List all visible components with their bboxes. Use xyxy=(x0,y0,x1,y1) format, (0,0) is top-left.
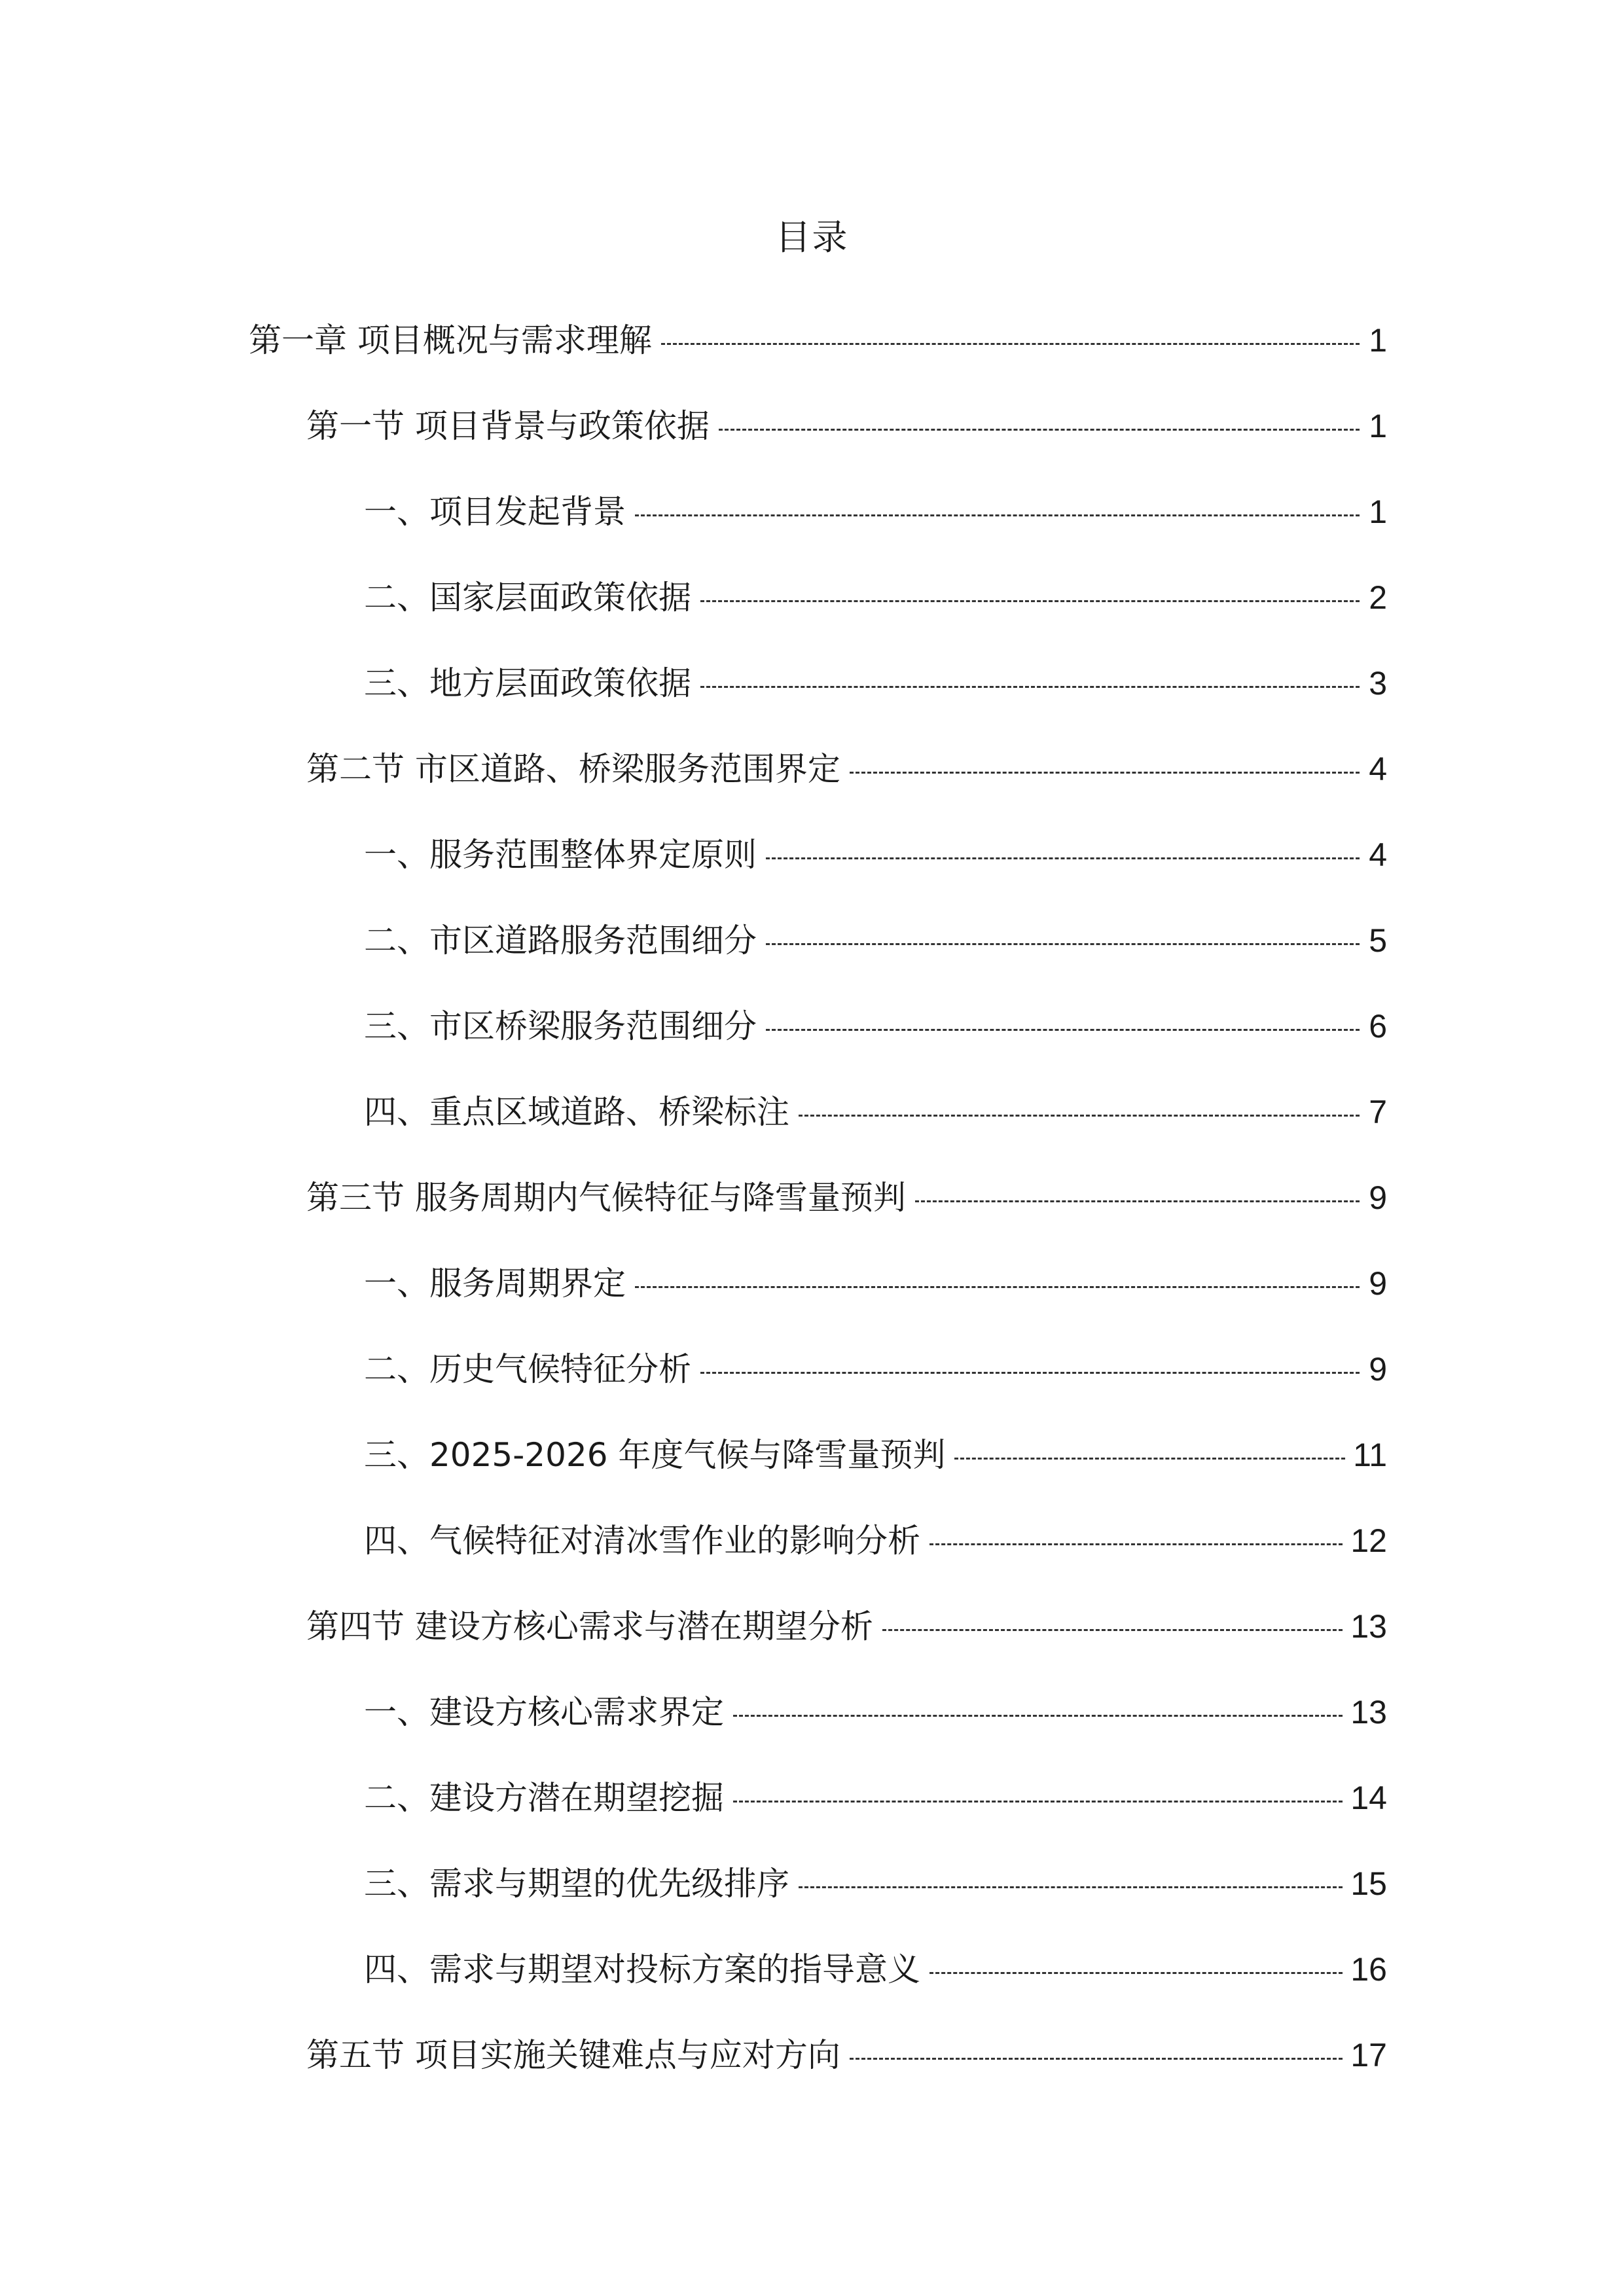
toc-page-number: 17 xyxy=(1350,2036,1387,2073)
toc-entry[interactable] xyxy=(0,1755,1624,1840)
toc-entry-text: 三、地方层面政策依据 xyxy=(364,664,691,702)
toc-entry[interactable] xyxy=(0,1926,1624,2012)
toc-entry[interactable] xyxy=(0,1069,1624,1155)
toc-entry-text: 第一章 项目概况与需求理解 xyxy=(249,321,652,359)
toc-entry-text: 二、建设方潜在期望挖掘 xyxy=(364,1778,724,1817)
toc-entry-text: 二、市区道路服务范围细分 xyxy=(364,921,757,960)
dot-leader xyxy=(733,1801,1343,1803)
toc-entry-text: 第二节 市区道路、桥梁服务范围界定 xyxy=(306,749,840,788)
dot-leader xyxy=(766,857,1360,859)
dot-leader xyxy=(766,1029,1360,1031)
toc-list xyxy=(0,297,1624,2098)
toc-page-number: 1 xyxy=(1369,493,1387,530)
toc-entry-text: 三、2025-2026 年度气候与降雪量预判 xyxy=(364,1435,946,1474)
dot-leader xyxy=(915,1200,1360,1202)
toc-page-number: 16 xyxy=(1350,1950,1387,1988)
toc-page-number: 13 xyxy=(1350,1607,1387,1645)
toc-entry-text: 第四节 建设方核心需求与潜在期望分析 xyxy=(306,1607,873,1645)
dot-leader xyxy=(850,772,1360,774)
toc-entry[interactable] xyxy=(0,812,1624,897)
toc-entry[interactable] xyxy=(0,1669,1624,1755)
toc-entry-text: 四、需求与期望对投标方案的指导意义 xyxy=(364,1950,920,1988)
toc-entry[interactable] xyxy=(0,1155,1624,1240)
toc-entry-text: 一、服务范围整体界定原则 xyxy=(364,835,757,874)
toc-page-number: 4 xyxy=(1369,836,1387,873)
dot-leader xyxy=(719,429,1360,431)
dot-leader xyxy=(635,514,1360,516)
toc-page-number: 2 xyxy=(1369,579,1387,616)
toc-page-number: 11 xyxy=(1353,1436,1387,1473)
toc-page-number: 9 xyxy=(1369,1179,1387,1216)
toc-entry[interactable] xyxy=(0,554,1624,640)
toc-page-number: 9 xyxy=(1369,1265,1387,1302)
dot-leader xyxy=(929,1972,1343,1974)
toc-page-number: 7 xyxy=(1369,1093,1387,1130)
toc-entry-text: 第五节 项目实施关键难点与应对方向 xyxy=(306,2036,840,2074)
toc-title: 目录 xyxy=(775,217,849,258)
toc-page-number: 15 xyxy=(1350,1865,1387,1902)
toc-entry[interactable] xyxy=(0,469,1624,554)
toc-entry-text: 二、历史气候特征分析 xyxy=(364,1350,691,1388)
dot-leader xyxy=(882,1629,1343,1631)
dot-leader xyxy=(700,600,1360,602)
toc-entry[interactable] xyxy=(0,1326,1624,1412)
dot-leader xyxy=(799,1115,1360,1117)
dot-leader xyxy=(766,943,1360,945)
toc-page-number: 4 xyxy=(1369,750,1387,787)
toc-entry-text: 四、重点区域道路、桥梁标注 xyxy=(364,1092,789,1131)
toc-entry[interactable] xyxy=(0,897,1624,983)
toc-entry[interactable] xyxy=(0,1412,1624,1498)
toc-entry-text: 三、市区桥梁服务范围细分 xyxy=(364,1007,757,1045)
dot-leader xyxy=(700,1372,1360,1374)
dot-leader xyxy=(929,1543,1343,1545)
toc-entry-text: 二、国家层面政策依据 xyxy=(364,578,691,617)
toc-entry[interactable] xyxy=(0,297,1624,383)
dot-leader xyxy=(954,1458,1345,1460)
dot-leader xyxy=(661,343,1360,345)
toc-page-number: 12 xyxy=(1350,1522,1387,1559)
toc-entry[interactable] xyxy=(0,1583,1624,1669)
toc-entry[interactable] xyxy=(0,1240,1624,1326)
dot-leader xyxy=(635,1286,1360,1288)
dot-leader xyxy=(850,2058,1343,2060)
toc-entry-text: 四、气候特征对清冰雪作业的影响分析 xyxy=(364,1521,920,1560)
toc-page-number: 1 xyxy=(1369,321,1387,359)
toc-page-number: 5 xyxy=(1369,922,1387,959)
toc-entry[interactable] xyxy=(0,983,1624,1069)
toc-entry[interactable] xyxy=(0,1840,1624,1926)
toc-page-number: 9 xyxy=(1369,1350,1387,1388)
toc-page-number: 6 xyxy=(1369,1007,1387,1045)
toc-entry[interactable] xyxy=(0,726,1624,812)
dot-leader xyxy=(799,1886,1343,1888)
toc-entry[interactable] xyxy=(0,1498,1624,1583)
dot-leader xyxy=(733,1715,1343,1717)
toc-entry-text: 一、项目发起背景 xyxy=(364,492,626,531)
toc-page-number: 13 xyxy=(1350,1693,1387,1731)
toc-entry-text: 一、建设方核心需求界定 xyxy=(364,1693,724,1731)
toc-entry[interactable] xyxy=(0,2012,1624,2098)
toc-page-number: 14 xyxy=(1350,1779,1387,1816)
toc-entry-text: 第一节 项目背景与政策依据 xyxy=(306,406,710,445)
toc-page-number: 3 xyxy=(1369,664,1387,702)
toc-entry[interactable] xyxy=(0,640,1624,726)
toc-entry-text: 一、服务周期界定 xyxy=(364,1264,626,1302)
toc-page-number: 1 xyxy=(1369,407,1387,444)
dot-leader xyxy=(700,686,1360,688)
toc-entry[interactable] xyxy=(0,383,1624,469)
toc-entry-text: 第三节 服务周期内气候特征与降雪量预判 xyxy=(306,1178,906,1217)
toc-entry-text: 三、需求与期望的优先级排序 xyxy=(364,1864,789,1903)
